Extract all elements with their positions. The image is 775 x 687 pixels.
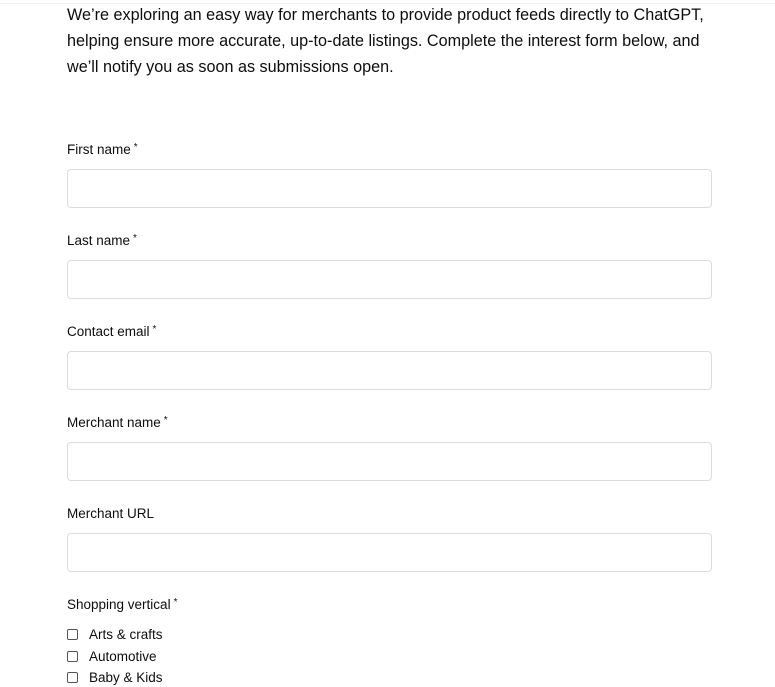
option-label: Baby & Kids (89, 670, 163, 686)
vertical-option-baby-kids[interactable] (67, 667, 163, 687)
first-name-input[interactable] (67, 169, 712, 208)
intro-line: helping ensure more accurate, up-to-date listings. Complete the interest form below, and (67, 32, 700, 50)
option-label: Arts & crafts (89, 627, 163, 643)
required-marker: * (163, 415, 168, 426)
checkbox[interactable] (67, 672, 78, 683)
merchant-name-input[interactable] (67, 442, 712, 481)
required-marker: * (173, 597, 178, 608)
merchant-url-input[interactable] (67, 533, 712, 572)
intro-line: we’ll notify you as soon as submissions open. (67, 58, 394, 76)
vertical-option-arts-crafts[interactable] (67, 624, 163, 646)
merchant-name-field (67, 415, 712, 431)
shopping-vertical-label: Shopping vertical * (67, 597, 178, 612)
required-marker: * (152, 324, 157, 335)
intro-text (67, 2, 727, 80)
contact-email-input[interactable] (67, 351, 712, 390)
required-marker: * (133, 233, 137, 244)
merchant-url-field (67, 506, 712, 522)
last-name-label: Last name * (67, 233, 137, 248)
last-name-input[interactable] (67, 260, 712, 299)
shopping-vertical-field (67, 597, 712, 686)
first-name-label: First name * (67, 142, 138, 157)
option-label: Automotive (89, 648, 157, 664)
contact-email-field (67, 324, 712, 340)
first-name-field (67, 142, 712, 158)
checkbox[interactable] (67, 651, 78, 662)
intro-line: We’re exploring an easy way for merchants to provide product feeds directly to ChatGPT, (67, 6, 704, 24)
shopping-vertical-options (67, 624, 163, 687)
merchant-url-label: Merchant URL (67, 506, 155, 521)
checkbox[interactable] (67, 629, 78, 640)
merchant-name-label: Merchant name * (67, 415, 168, 430)
last-name-field (67, 233, 712, 249)
vertical-option-automotive[interactable] (67, 646, 163, 668)
required-marker: * (133, 142, 138, 153)
contact-email-label: Contact email * (67, 324, 157, 339)
